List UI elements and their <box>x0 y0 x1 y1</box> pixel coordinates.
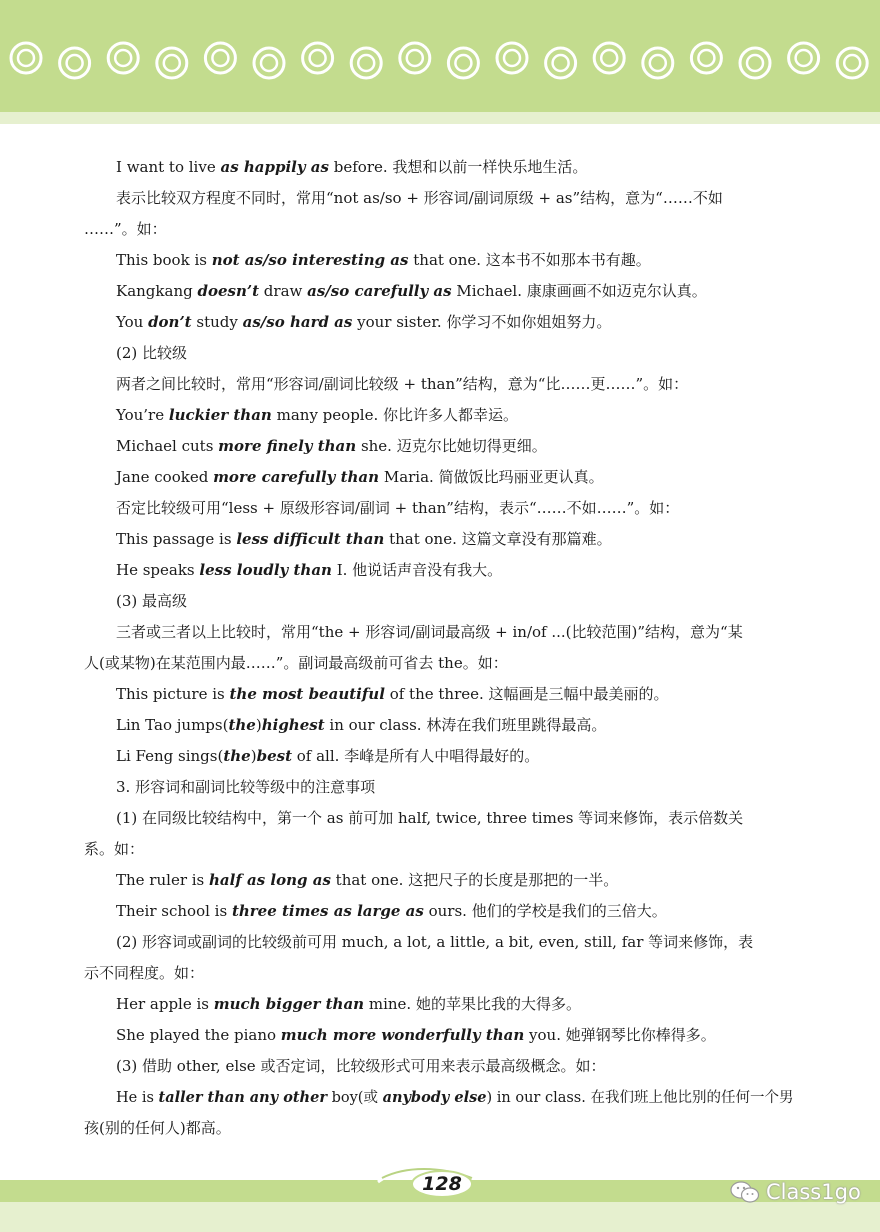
text-span: (3) 借助 other, else 或否定词，比较级形式可用来表示最高级概念。如： <box>116 1057 606 1075</box>
text-span: 示不同程度。如： <box>84 964 205 982</box>
emphasis-text: as/so hard as <box>242 313 353 331</box>
emphasis-text: highest <box>261 716 325 734</box>
text-line <box>84 1113 800 1144</box>
emphasis-text: more carefully than <box>213 468 380 486</box>
text-line <box>84 1020 800 1051</box>
text-span: study <box>191 313 243 331</box>
ring-ornament <box>400 43 430 73</box>
ring-ornament <box>351 48 381 78</box>
text-span: 孩(别的任何人)都高。 <box>84 1119 231 1137</box>
ring-ornament <box>789 43 819 73</box>
ring-ornament <box>594 43 624 73</box>
ring-ornament <box>691 43 721 73</box>
ring-ornament <box>205 43 235 73</box>
emphasis-text: taller than any other <box>158 1089 327 1106</box>
text-span: of all. 李峰是所有人中唱得最好的。 <box>292 747 540 765</box>
emphasis-text: best <box>256 747 292 765</box>
text-span: 三者或三者以上比较时，常用“the + 形容词/副词最高级 + in/of ...(比较范围)”结构，意为“某 <box>116 623 743 641</box>
ring-ornament <box>254 48 284 78</box>
ring-ornament <box>303 43 333 73</box>
text-line <box>84 710 800 741</box>
emphasis-text: less loudly than <box>199 561 332 579</box>
text-line <box>84 803 800 834</box>
text-span: Lin Tao jumps( <box>116 716 229 734</box>
text-line <box>84 462 800 493</box>
text-span: Michael cuts <box>116 437 219 455</box>
text-line <box>84 245 800 276</box>
text-line <box>84 989 800 1020</box>
emphasis-text: three times as large as <box>231 902 424 920</box>
emphasis-text: less difficult than <box>236 530 385 548</box>
text-span: She played the piano <box>116 1026 281 1044</box>
watermark-text: Class1go <box>766 1180 861 1204</box>
ring-ornament <box>546 48 576 78</box>
ring-ornament <box>11 43 41 73</box>
text-span: Her apple is <box>116 995 214 1013</box>
text-span: ) <box>255 716 262 734</box>
text-line <box>84 1051 800 1082</box>
text-span: of the three. 这幅画是三幅中最美丽的。 <box>384 685 669 703</box>
text-span: This passage is <box>116 530 237 548</box>
emphasis-text: anybody else <box>382 1089 487 1106</box>
text-span: 系。如： <box>84 840 145 858</box>
emphasis-text: the <box>228 716 256 734</box>
text-span: I. 他说话声音没有我大。 <box>331 561 503 579</box>
ring-ornament <box>643 48 673 78</box>
text-line <box>84 276 800 307</box>
header-ring-decoration <box>0 0 880 112</box>
watermark <box>730 1176 861 1208</box>
ring-ornament <box>837 48 867 78</box>
text-span: Michael. 康康画画不如迈克尔认真。 <box>451 282 707 300</box>
page-body <box>84 152 800 1144</box>
text-span: (2) 比较级 <box>116 344 188 362</box>
text-line <box>84 927 800 958</box>
emphasis-text: don’t <box>148 313 192 331</box>
text-span: that one. 这篇文章没有那篇难。 <box>384 530 612 548</box>
text-line <box>84 865 800 896</box>
text-span: Li Feng sings( <box>116 747 224 765</box>
text-span: that one. 这把尺子的长度是那把的一半。 <box>330 871 619 889</box>
text-span: 两者之间比较时，常用“形容词/副词比较级 + than”结构，意为“比……更……”。如： <box>116 375 689 393</box>
ring-ornament <box>157 48 187 78</box>
text-span: You <box>116 313 149 331</box>
text-line <box>84 896 800 927</box>
wechat-icon <box>730 1180 760 1204</box>
emphasis-text: much more wonderfully than <box>280 1026 525 1044</box>
text-line <box>84 1082 800 1113</box>
emphasis-text: half as long as <box>209 871 331 889</box>
text-span: ……”。如： <box>84 220 167 238</box>
text-span: This picture is <box>116 685 230 703</box>
text-span: 3. 形容词和副词比较等级中的注意事项 <box>116 778 376 796</box>
text-line <box>84 152 800 183</box>
emphasis-text: as/so carefully as <box>307 282 452 300</box>
text-span: Maria. 简做饭比玛丽亚更认真。 <box>379 468 604 486</box>
text-span: Jane cooked <box>116 468 214 486</box>
text-span: your sister. 你学习不如你姐姐努力。 <box>352 313 612 331</box>
text-span: You’re <box>116 406 169 424</box>
emphasis-text: luckier than <box>168 406 272 424</box>
ring-ornament <box>497 43 527 73</box>
text-span: mine. 她的苹果比我的大得多。 <box>364 995 581 1013</box>
text-line <box>84 524 800 555</box>
text-line <box>84 586 800 617</box>
emphasis-text: more finely than <box>218 437 357 455</box>
text-span: 表示比较双方程度不同时，常用“not as/so + 形容词/副词原级 + as”结构，意为“……不如 <box>116 189 723 207</box>
text-span: that one. 这本书不如那本书有趣。 <box>408 251 651 269</box>
page-number: 128 <box>422 1173 462 1195</box>
emphasis-text: the <box>223 747 251 765</box>
emphasis-text: doesn’t <box>197 282 260 300</box>
text-span: (1) 在同级比较结构中，第一个 as 前可加 half, twice, three times 等词来修饰，表示倍数关 <box>116 809 744 827</box>
text-span: ) in our class. 在我们班上他比别的任何一个男 <box>486 1090 794 1106</box>
text-span: you. 她弹钢琴比你棒得多。 <box>524 1026 716 1044</box>
text-span: 否定比较级可用“less + 原级形容词/副词 + than”结构，表示“……不如……”。如： <box>116 499 680 517</box>
text-span: He speaks <box>116 561 200 579</box>
text-line <box>84 307 800 338</box>
text-span: in our class. 林涛在我们班里跳得最高。 <box>324 716 607 734</box>
text-span: (3) 最高级 <box>116 592 188 610</box>
text-line <box>84 400 800 431</box>
text-line <box>84 183 800 214</box>
text-span: ours. 他们的学校是我们的三倍大。 <box>423 902 667 920</box>
text-line <box>84 741 800 772</box>
ring-ornament <box>108 43 138 73</box>
ring-ornament <box>448 48 478 78</box>
text-span: many people. 你比许多人都幸运。 <box>271 406 519 424</box>
emphasis-text: as happily as <box>220 158 329 176</box>
text-line <box>84 555 800 586</box>
header-stripe <box>0 112 880 124</box>
text-line <box>84 431 800 462</box>
text-line <box>84 369 800 400</box>
text-span: Their school is <box>116 902 232 920</box>
text-line <box>84 958 800 989</box>
ring-ornament <box>740 48 770 78</box>
text-span: The ruler is <box>116 871 210 889</box>
text-span: 人(或某物)在某范围内最……”。副词最高级前可省去 the。如： <box>84 654 508 672</box>
emphasis-text: not as/so interesting as <box>211 251 409 269</box>
text-span: ) <box>250 747 257 765</box>
text-line <box>84 617 800 648</box>
text-line <box>84 493 800 524</box>
text-span: He is <box>116 1090 159 1106</box>
text-line <box>84 338 800 369</box>
ring-ornament <box>60 48 90 78</box>
text-span: boy(或 <box>326 1090 383 1106</box>
text-span: This book is <box>116 251 212 269</box>
text-line <box>84 648 800 679</box>
text-span: before. 我想和以前一样快乐地生活。 <box>328 158 588 176</box>
text-span: I want to live <box>116 158 221 176</box>
text-span: draw <box>259 282 308 300</box>
text-line <box>84 679 800 710</box>
text-span: Kangkang <box>116 282 198 300</box>
text-line <box>84 772 800 803</box>
text-line <box>84 834 800 865</box>
emphasis-text: the most beautiful <box>229 685 385 703</box>
text-line <box>84 214 800 245</box>
text-span: she. 迈克尔比她切得更细。 <box>356 437 547 455</box>
text-span: (2) 形容词或副词的比较级前可用 much, a lot, a little, a bit, even, still, far 等词来修饰，表 <box>116 933 754 951</box>
emphasis-text: much bigger than <box>213 995 365 1013</box>
